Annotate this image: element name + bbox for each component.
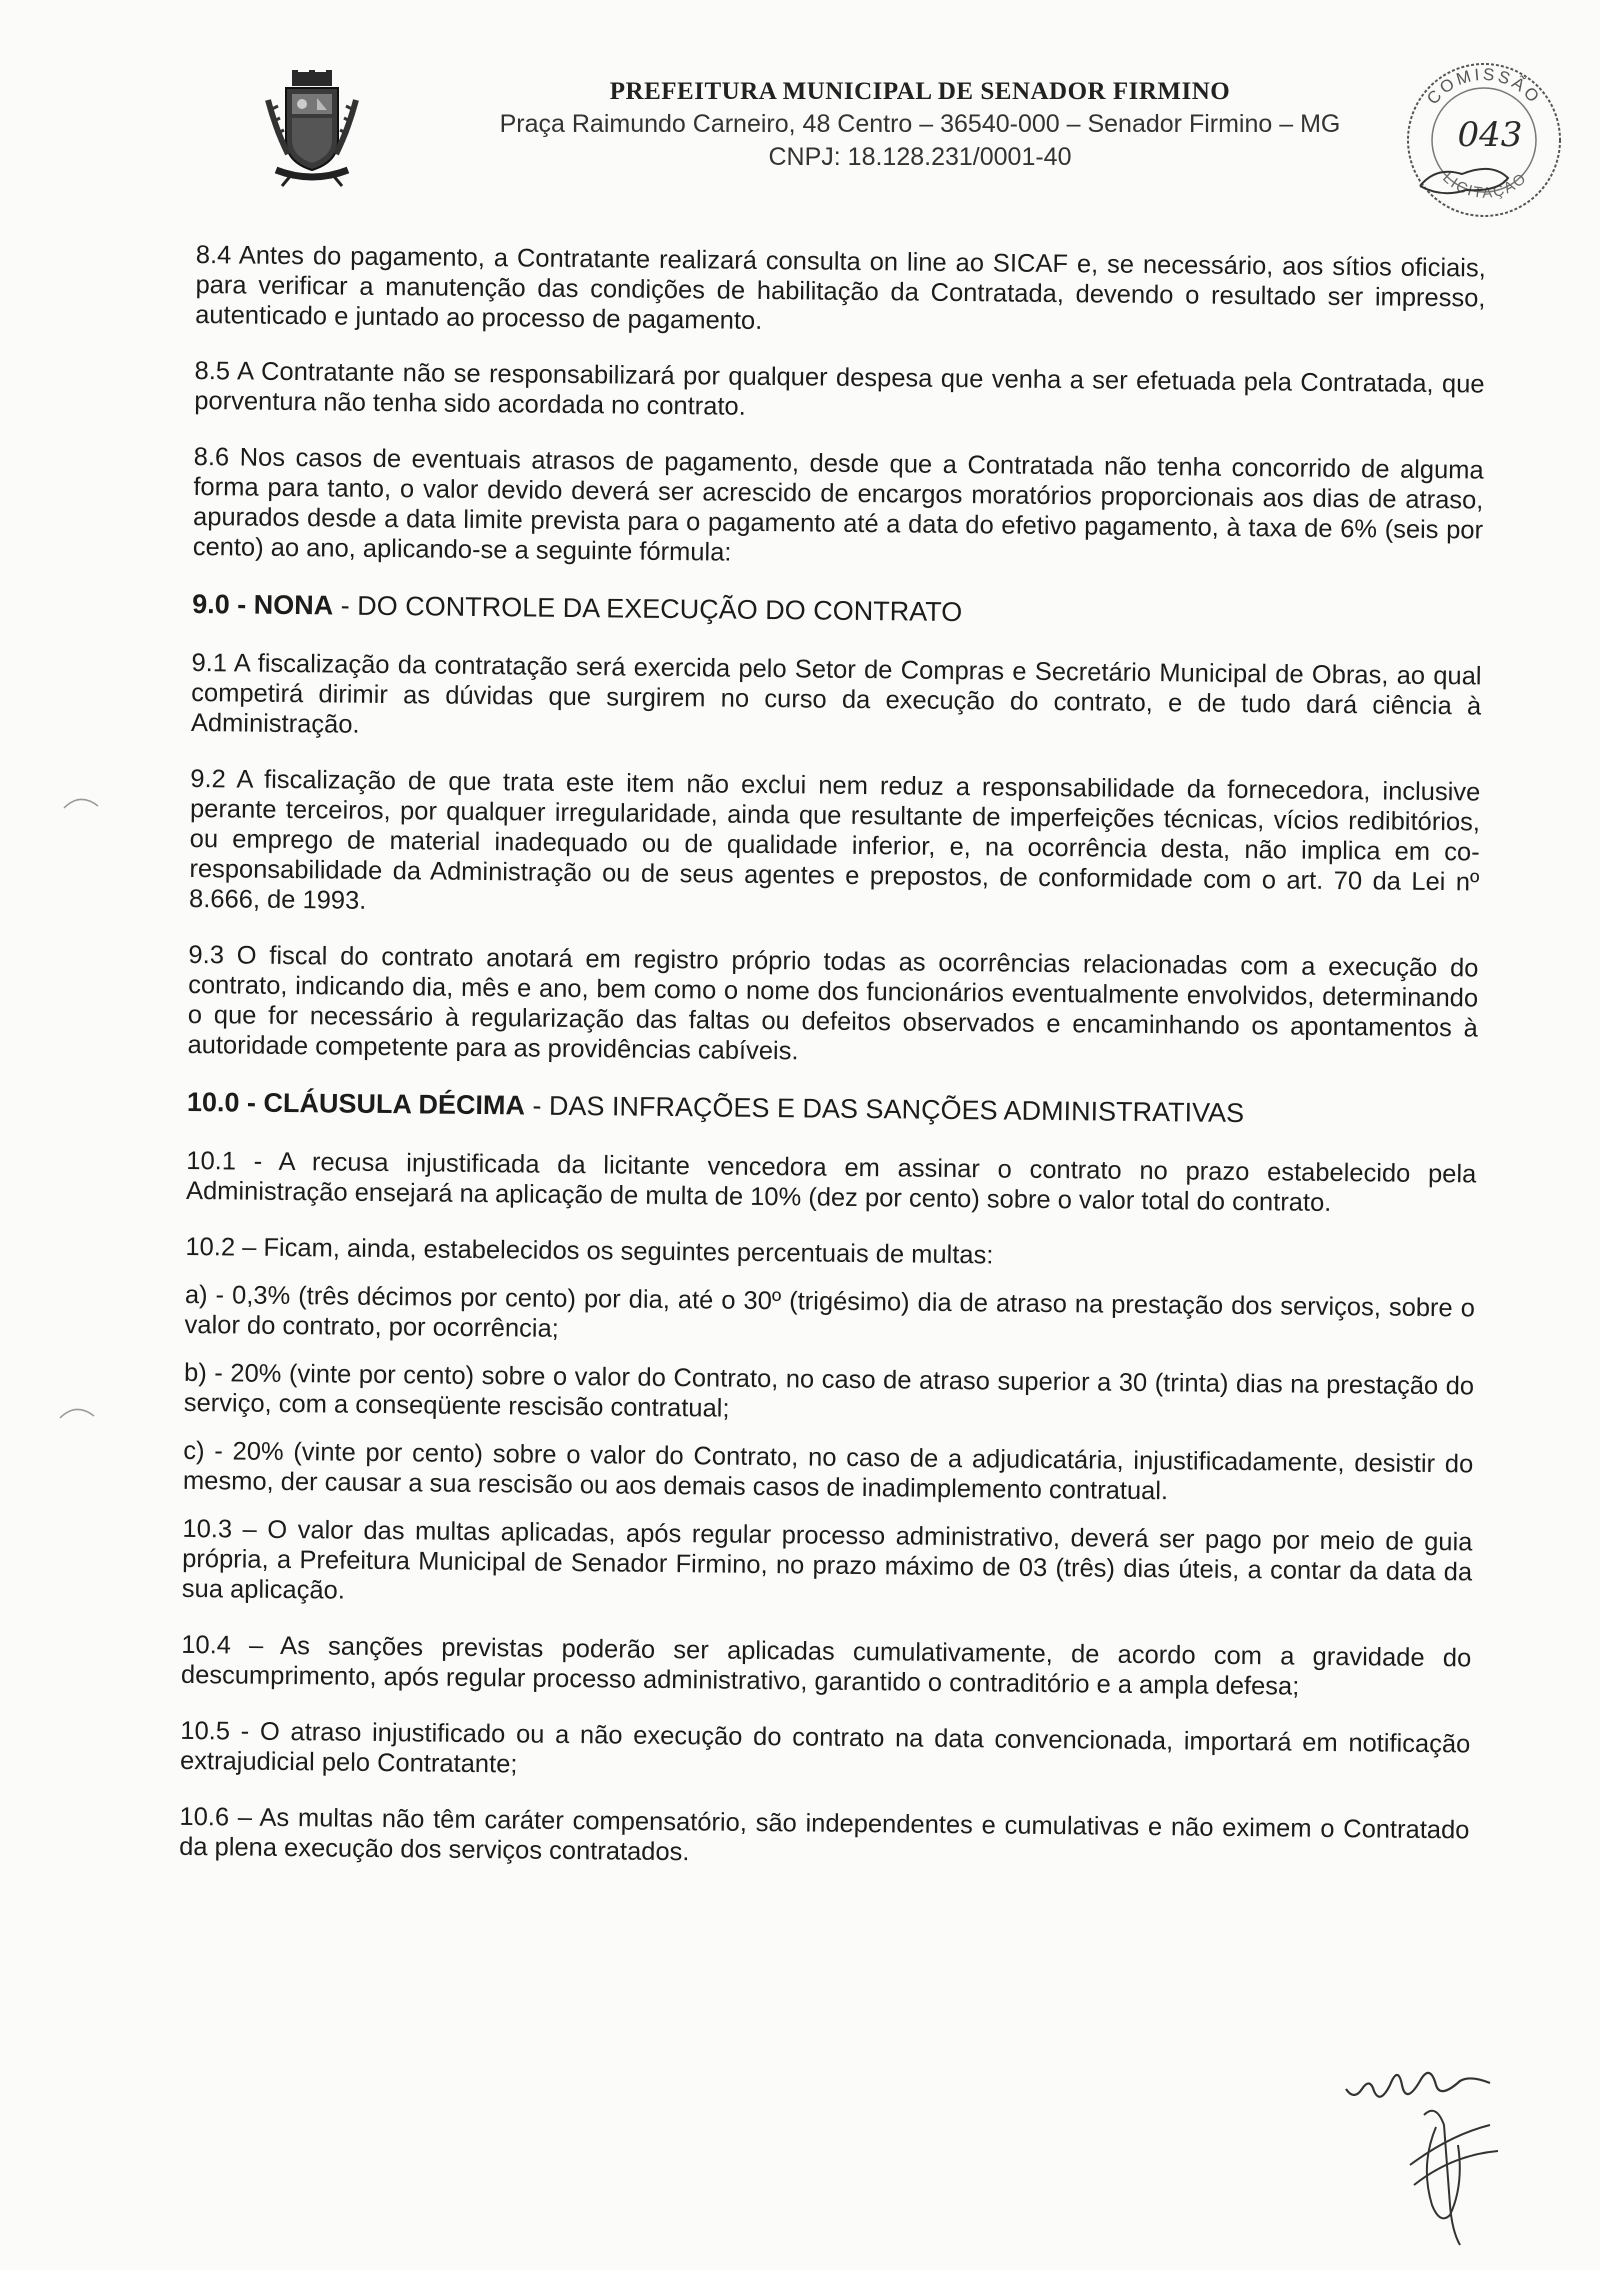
clause-9-3: 9.3 O fiscal do contrato anotará em registro próprio todas as ocorrências relacionadas com a execução do contrato, indicando dia, mês e ano, bem como o nome dos funcionários eventualmente envolvidos, determinando o que for necessário à regularização das faltas ou defeitos observados e encaminhando os apontamentos à autoridade competente para as providências cabíveis.: [187, 940, 1479, 1066]
handwritten-signature: [1340, 2055, 1540, 2255]
commission-stamp: [1402, 58, 1567, 223]
stamp-text-top: COMISSÃO: [1423, 64, 1545, 109]
clause-10-2-a: a) - 0,3% (três décimos por cento) por dia, até o 30º (trigésimo) dia de atraso na prestação dos serviços, sobre o valor do contrato, por ocorrência;: [184, 1280, 1476, 1343]
section-heading-10: [187, 1086, 1477, 1132]
clause-10-6: 10.6 – As multas não têm caráter compensatório, são independentes e cumulativas e não eximem o Contratado da plena execução dos serviços contratados.: [179, 1802, 1470, 1867]
clause-10-1: 10.1 - A recusa injustificada da licitante vencedora em assinar o contrato no prazo estabelecido pela Administração ensejará na aplicação de multa de 10% (dez por cento) sobre o valor total do contrato.: [185, 1146, 1477, 1217]
clause-8-4: 8.4 Antes do pagamento, a Contratante realizará consulta on line ao SICAF e, se necessário, aos sítios oficiais, para verificar a manutenção das condições de habilitação da Contratada, devendo o resultado ser impresso, autenticado e juntado ao processo de pagamento.: [195, 240, 1486, 335]
clause-8-6: 8.6 Nos casos de eventuais atrasos de pagamento, desde que a Contratada não tenha concorrido de alguma forma para tanto, o valor devido deverá ser acrescido de encargos moratórios proporcionais aos dias de atraso, apurados desde a data limite prevista para o pagamento até a data do efetivo pagamento, à taxa de 6% (seis por cento) ao ano, aplicando-se a seguinte fórmula:: [192, 442, 1484, 567]
municipal-crest-logo: [262, 70, 362, 188]
letterhead-title: PREFEITURA MUNICIPAL DE SENADOR FIRMINO: [609, 78, 1231, 105]
stamp-number: 043: [1457, 115, 1523, 155]
letterhead: [420, 78, 1420, 172]
clause-10-2-b: b) - 20% (vinte por cento) sobre o valor do Contrato, no caso de atraso superior a 30 (trinta) dias na prestação do serviço, com a conseqüente rescisão contratual;: [183, 1358, 1475, 1423]
section-heading-10-number: 10.0 - CLÁUSULA DÉCIMA: [186, 1086, 526, 1121]
clause-10-5: 10.5 - O atraso injustificado ou a não execução do contrato na data convencionada, importará em notificação extrajudicial pelo Contratante;: [179, 1716, 1471, 1779]
clause-10-4: 10.4 – As sanções previstas poderão ser aplicadas cumulativamente, de acordo com a gravidade do descumprimento, após regular processo administrativo, garantido o contraditório e a ampla defesa;: [180, 1630, 1472, 1701]
clause-10-2-c: c) - 20% (vinte por cento) sobre o valor do Contrato, no caso de a adjudicatária, injustificadamente, desistir do mesmo, der causar a sua rescisão ou aos demais casos de inadimplemento contratual.: [182, 1436, 1474, 1506]
letterhead-address: Praça Raimundo Carneiro, 48 Centro – 36540-000 – Senador Firmino – MG: [499, 110, 1341, 138]
section-heading-9-number: 9.0 - NONA: [192, 588, 334, 621]
clause-10-3: 10.3 – O valor das multas aplicadas, após regular processo administrativo, deverá ser pago por meio de guia própria, a Prefeitura Municipal de Senador Firmino, no prazo máximo de 03 (três) dias úteis, a contar da data da sua aplicação.: [181, 1514, 1473, 1605]
clause-9-1: 9.1 A fiscalização da contratação será exercida pelo Setor de Compras e Secretário Municipal de Obras, ao qual competirá dirimir as dúvidas que surgirem no curso da execução do contrato, e de tudo dará ciência à Administração.: [190, 648, 1482, 739]
section-heading-9: [192, 588, 1482, 634]
section-heading-9-label: - DO CONTROLE DA EXECUÇÃO DO CONTRATO: [333, 590, 963, 628]
clause-10-2: 10.2 – Ficam, ainda, estabelecidos os seguintes percentuais de multas:: [185, 1232, 994, 1270]
clause-8-5: 8.5 A Contratante não se responsabilizará por qualquer despesa que venha a ser efetuada pela Contratada, que porventura não tenha sido acordada no contrato.: [194, 356, 1485, 421]
stamp-text-bottom: LICITAÇÃO: [1439, 169, 1531, 202]
margin-mark-bottom: [58, 1400, 98, 1424]
margin-mark-top: [62, 790, 102, 814]
clause-9-2: 9.2 A fiscalização de que trata este item não exclui nem reduz a responsabilidade da fornecedora, inclusive perante terceiros, por qualquer irregularidade, ainda que resultante de imperfeições técnicas, vícios redibitórios, ou emprego de material inadequado ou de qualidade inferior, e, na ocorrência desta, não implica em co-responsabilidade da Administração ou de seus agentes e prepostos, de conformidade com o art. 70 da Lei nº 8.666, de 1993.: [188, 764, 1481, 915]
svg-text:COMISSÃO: [1423, 65, 1545, 109]
section-heading-10-label: - DAS INFRAÇÕES E DAS SANÇÕES ADMINISTRATIVAS: [524, 1090, 1245, 1129]
svg-text:LICITAÇÃO: [1439, 169, 1530, 202]
letterhead-cnpj: CNPJ: 18.128.231/0001-40: [768, 143, 1072, 171]
document-body: [179, 240, 1486, 1901]
